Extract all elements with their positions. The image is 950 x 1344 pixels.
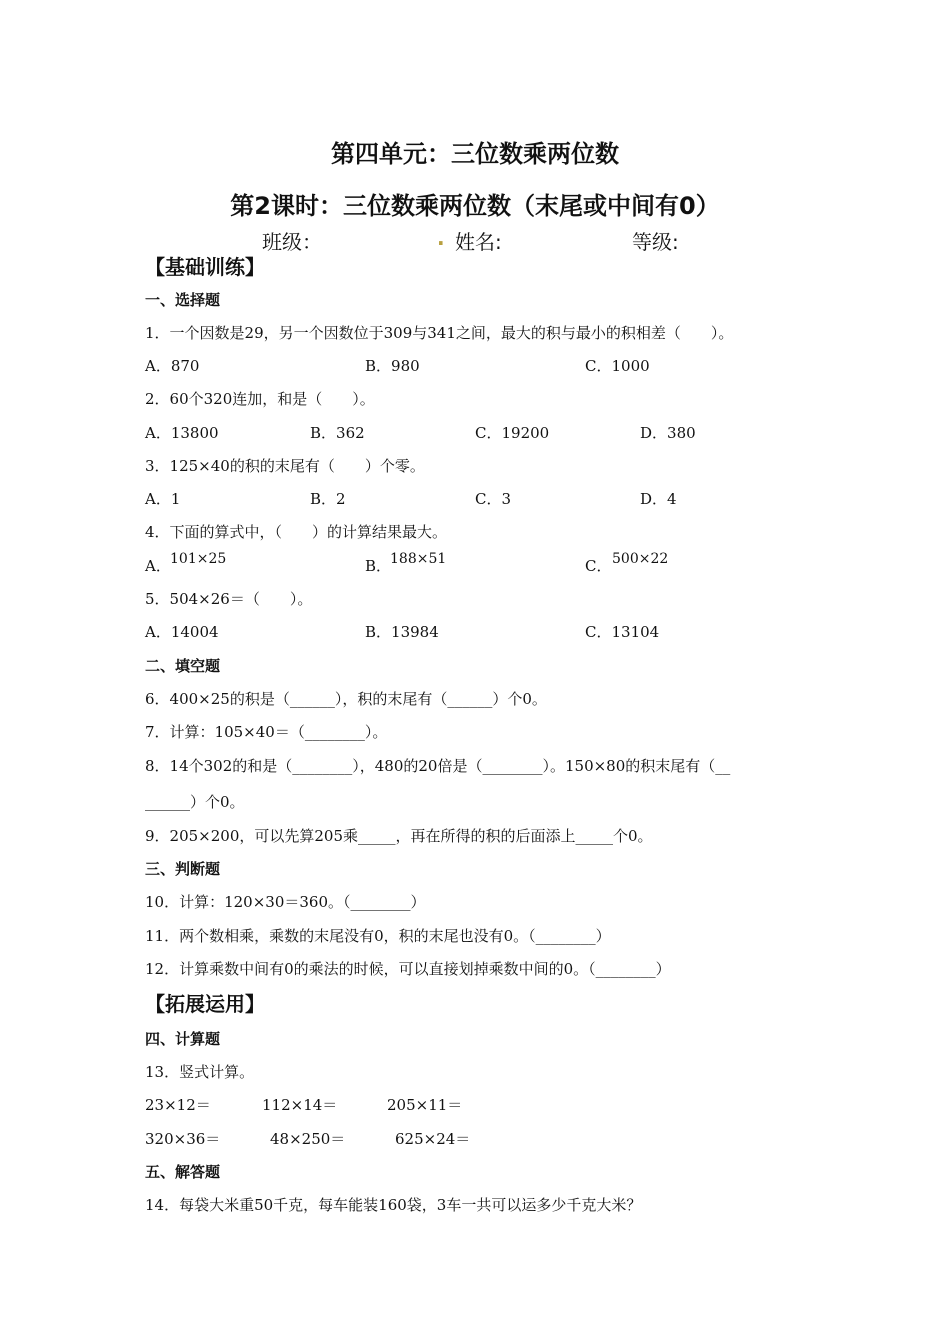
question-8-line2: ______）个0。 bbox=[145, 793, 245, 811]
option-3c: C．3 bbox=[475, 490, 512, 508]
option-4b-expr: 188×51 bbox=[390, 551, 447, 567]
option-1c: C．1000 bbox=[585, 357, 650, 375]
calc-1: 23×12＝ bbox=[145, 1096, 211, 1114]
calc-3: 205×11＝ bbox=[387, 1096, 463, 1114]
question-13: 13．竖式计算。 bbox=[145, 1063, 255, 1081]
question-3: 3．125×40的积的末尾有（ ）个零。 bbox=[145, 457, 425, 475]
section-heading-calc: 四、计算题 bbox=[145, 1030, 221, 1048]
option-2b: B．362 bbox=[310, 424, 365, 442]
question-7: 7．计算：105×40＝（________）。 bbox=[145, 723, 388, 741]
option-5a: A．14004 bbox=[145, 623, 219, 641]
question-9: 9．205×200，可以先算205乘_____，再在所得的积的后面添上_____个0。 bbox=[145, 827, 653, 845]
section-heading-fill: 二、填空题 bbox=[145, 657, 221, 675]
name-label: 姓名: bbox=[455, 230, 502, 254]
decorative-dot: . bbox=[437, 226, 445, 250]
question-6: 6．400×25的积是（______），积的末尾有（______）个0。 bbox=[145, 690, 547, 708]
option-3a: A．1 bbox=[145, 490, 181, 508]
option-5c: C．13104 bbox=[585, 623, 660, 641]
question-2: 2．60个320连加，和是（ ）。 bbox=[145, 390, 375, 408]
section-heading-answer: 五、解答题 bbox=[145, 1163, 221, 1181]
unit-title: 第四单元：三位数乘两位数 bbox=[331, 140, 619, 168]
option-2a: A．13800 bbox=[145, 424, 219, 442]
section-heading-choice: 一、选择题 bbox=[145, 291, 221, 309]
question-10: 10．计算：120×30＝360。（________） bbox=[145, 893, 426, 911]
lesson-title: 第2课时：三位数乘两位数（末尾或中间有0） bbox=[230, 192, 720, 220]
option-3b: B．2 bbox=[310, 490, 346, 508]
option-4c-expr: 500×22 bbox=[612, 551, 669, 567]
question-4: 4．下面的算式中，（ ）的计算结果最大。 bbox=[145, 523, 448, 541]
option-1b: B．980 bbox=[365, 357, 420, 375]
option-2c: C．19200 bbox=[475, 424, 550, 442]
option-4b: B． bbox=[365, 557, 392, 575]
grade-label: 等级: bbox=[632, 230, 679, 254]
part-heading-extend: 【拓展运用】 bbox=[145, 992, 265, 1016]
calc-4: 320×36＝ bbox=[145, 1130, 221, 1148]
option-4c: C． bbox=[585, 557, 612, 575]
calc-5: 48×250＝ bbox=[270, 1130, 346, 1148]
option-3d: D．4 bbox=[640, 490, 677, 508]
question-14: 14．每袋大米重50千克，每车能装160袋，3车一共可以运多少千克大米？ bbox=[145, 1196, 642, 1214]
question-11: 11．两个数相乘，乘数的末尾没有0，积的末尾也没有0。（________） bbox=[145, 927, 611, 945]
question-5: 5．504×26＝（ ）。 bbox=[145, 590, 313, 608]
option-4a-expr: 101×25 bbox=[170, 551, 227, 567]
option-1a: A．870 bbox=[145, 357, 200, 375]
option-2d: D．380 bbox=[640, 424, 696, 442]
question-8-line1: 8．14个302的和是（________），480的20倍是（________）。150×80的积末尾有（__ bbox=[145, 757, 731, 775]
part-heading-basic: 【基础训练】 bbox=[145, 255, 265, 279]
class-label: 班级： bbox=[262, 230, 322, 254]
calc-2: 112×14＝ bbox=[262, 1096, 338, 1114]
calc-6: 625×24＝ bbox=[395, 1130, 471, 1148]
question-1: 1．一个因数是29，另一个因数位于309与341之间，最大的积与最小的积相差（ ）。 bbox=[145, 324, 734, 342]
question-12: 12．计算乘数中间有0的乘法的时候，可以直接划掉乘数中间的0。（________） bbox=[145, 960, 671, 978]
section-heading-judge: 三、判断题 bbox=[145, 860, 221, 878]
option-4a: A． bbox=[145, 557, 171, 575]
option-5b: B．13984 bbox=[365, 623, 439, 641]
